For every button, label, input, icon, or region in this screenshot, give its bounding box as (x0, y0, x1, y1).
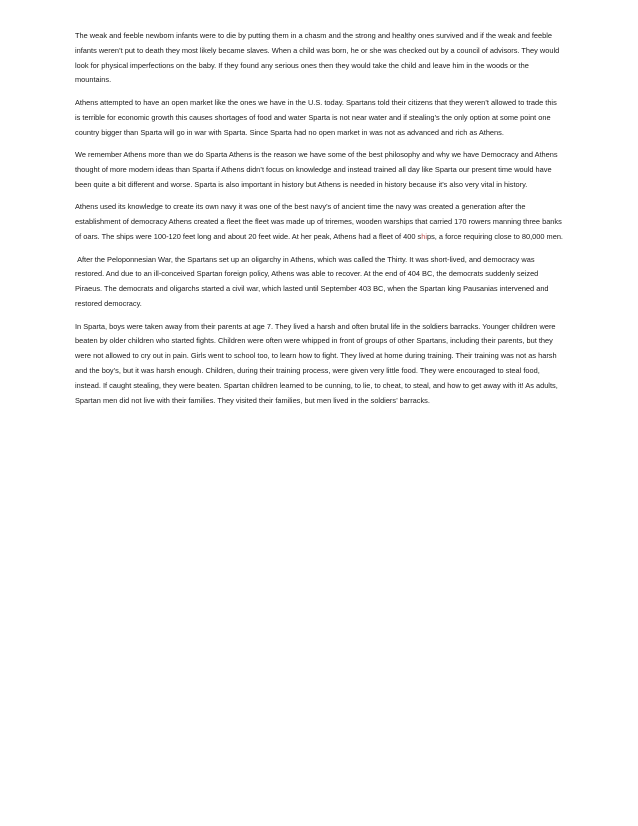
navy-text-end: ps, a force requiring close to 80,000 men. (427, 231, 563, 241)
document-body (75, 29, 563, 416)
paragraph-infants: The weak and feeble newborn infants were to die by putting them in a chasm and the strong and healthy ones survived and if the weak and feeble infants weren’t put to death they most likely became slaves. When a child was born, he or she was checked out by a council of advisors. They would look for physical imperfections on the baby. If they found any serious ones then they would take the child and leave him in the woods or the mountains. (75, 31, 560, 85)
paragraph-sparta-boys: In Sparta, boys were taken away from their parents at age 7. They lived a harsh and often brutal life in the soldiers barracks. Younger children were beaten by older children who started fights. Children were often were whipped in front of groups of other Spartans, including their parents, but they were not allowed to cry out in pain. Girls went to school too, to learn how to fight. They lived at home during training. Their training was not as harsh and the boy’s, but it was harsh enough. Children, during their training process, were given very little food. They were encouraged to steal food, instead. If caught stealing, they were beaten. Spartan children learned to be cunning, to lie, to cheat, to steal, and how to get away with it! As adults, Spartan men did not live with their families. They visited their families, but men lived in the soldiers’ barracks. (75, 321, 558, 405)
paragraph-open-market: Athens attempted to have an open market like the ones we have in the U.S. today. Spartans told their citizens that they weren’t allowed to trade this is terrible for economic growth this causes shortages of food and water Sparta is not near water and if stealing’s the only option at some point one country bigger than Sparta will go in war with Sparta. Since Sparta had no open market in was not as advanced and rich as Athens. (75, 97, 557, 137)
highlighted-text: hi (421, 231, 427, 241)
paragraph-peloponnesian-war: After the Peloponnesian War, the Spartans set up an oligarchy in Athens, which was called the Thirty. It was short-lived, and democracy was restored. And due to an ill-conceived Spartan foreign policy, Athens was able to recover. At the end of 404 BC, the democrats suddenly seized Piraeus. The democrats and oligarchs started a civil war, which lasted until September 403 BC, when the Spartan king Pausanias intervened and restored democracy. (75, 254, 551, 308)
navy-text-start: Athens used its knowledge to create its own navy it was one of the best navy’s of ancient time the navy was created a generation after the establishment of democracy Athens created a fleet the fleet was made up of triremes, wooden warships that carried 170 rowers manning three banks of oars. The ships were 100-120 feet long and about 20 feet wide. At her peak, Athens had a fleet of 400 s (75, 202, 562, 241)
paragraph-athens-navy (75, 200, 563, 244)
paragraph-remember-athens: We remember Athens more than we do Sparta Athens is the reason we have some of the best philosophy and why we have Democracy and Athens thought of more modern ideas than Sparta if Athens didn’t focus on knowledge and instead trained all day like Sparta our present time would have been quite a bit different and worse. Sparta is also important in history but Athens is needed in history because it’s also very vital in history. (75, 150, 558, 189)
